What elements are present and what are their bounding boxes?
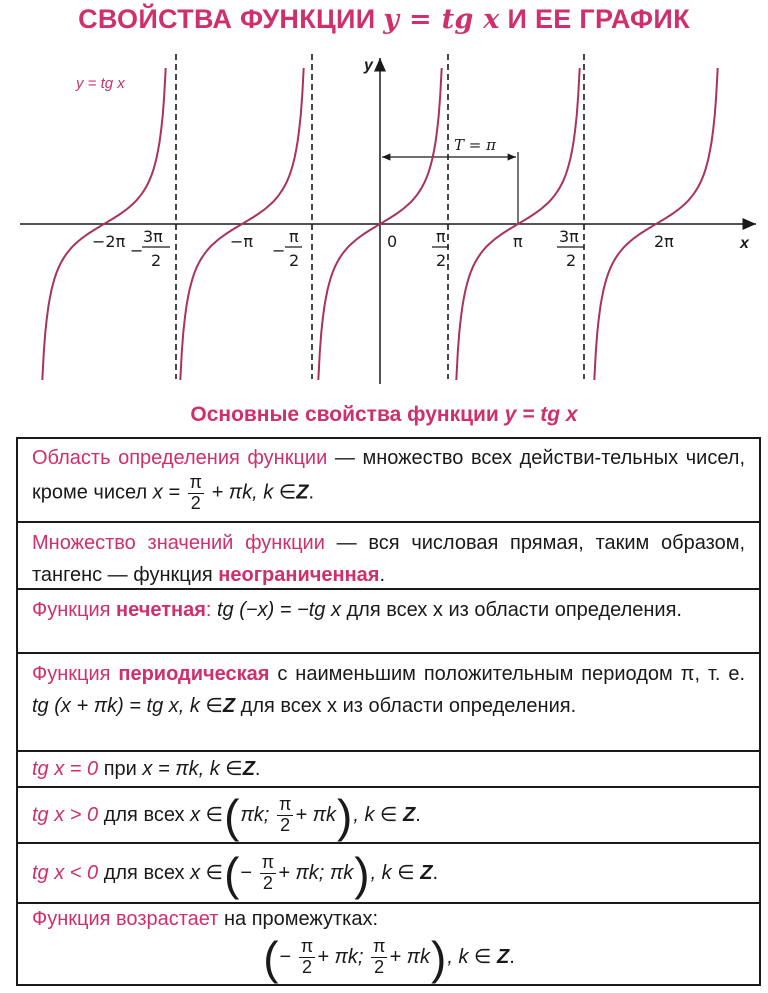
increasing-dot: . [509,946,515,968]
property-odd [18,590,759,654]
positive-formula: tg x > 0 [32,804,99,826]
increasing-plus2: + πk [389,946,431,968]
tick-2pi: 2π [654,232,674,251]
range-highlight: неограниченная [218,564,380,586]
tick-neg-pi: −π [230,232,254,251]
tangent-graph [0,44,768,394]
tick-pi: π [513,232,523,251]
positive-fraction-num: π [278,794,292,815]
negative-kz: , k ∈ [370,862,415,884]
increasing-text: на промежутках: [223,908,379,930]
negative-lparen: ( [224,847,240,900]
zero-Z: Z [242,758,255,780]
odd-formula: tg (−x) = −tg x [217,599,341,621]
property-domain [18,439,759,523]
domain-text: — множество всех действи-тельных чисел, кроме чисел [32,447,745,504]
property-increasing [18,904,759,986]
zero-kz: k ∈ [209,758,243,780]
periodic-Z: Z [222,695,236,717]
increasing-fraction2 [371,937,387,978]
positive-plus: + πk [295,804,336,826]
odd-term-b: нечетная [116,599,206,621]
increasing-line1 [32,906,745,932]
negative-rparen: ) [354,847,370,900]
title-prefix: СВОЙСТВА ФУНКЦИИ [78,4,376,34]
positive-kz: , k ∈ [353,804,398,826]
domain-plus: + πk, [211,481,258,504]
negative-text: для всех [103,862,185,884]
negative-fraction [260,853,276,894]
domain-Z: Z [296,481,309,504]
property-periodic [18,654,759,752]
range-term: Множество значений функции [32,532,325,554]
tick-neg-pi2-den: 2 [289,251,300,270]
title-formula: y = tg x [383,4,500,35]
legend-label: y = tg x [76,75,125,92]
tick-3pi2-den: 2 [566,251,577,270]
increasing-minus: − [279,946,292,968]
negative-dot: . [432,862,438,884]
tick-neg-3pi2-den: 2 [151,251,162,270]
range-dot: . [379,564,386,586]
periodic-text2: для всех x из области определения. [240,695,577,717]
negative-plus: + πk; πk [278,862,354,884]
positive-xin: x ∈ [190,804,224,826]
subtitle-formula: y = tg x [504,403,578,426]
tick-neg-3pi2-num: 3π [143,227,163,246]
periodic-term-b: периодическая [118,663,270,685]
tick-labels [92,227,674,270]
x-axis-label: x [740,235,749,252]
domain-fraction [188,473,204,514]
periodic-kz: k ∈ [189,695,223,717]
domain-fraction-num: π [189,472,202,492]
tick-neg-pi2-minus: − [272,241,286,260]
positive-Z: Z [402,804,416,826]
increasing-fraction2-num: π [372,936,386,957]
negative-Z: Z [420,862,433,884]
tick-zero: 0 [387,232,398,251]
increasing-fraction1-num: π [300,936,314,957]
property-zero [18,752,759,788]
positive-fraction-den: 2 [280,815,291,836]
increasing-fraction2-den: 2 [374,957,385,978]
positive-dot: . [415,804,421,826]
periodic-formula: tg (x + πk) = tg x, [32,695,185,717]
properties-table [16,437,761,986]
periodic-text1: с наименьшим положительным периодом π, т. е. [277,663,746,685]
tick-neg-2pi: −2π [92,232,126,251]
tick-pi2-den: 2 [436,251,447,270]
domain-dot: . [308,481,315,504]
domain-formula-x: x = [152,481,180,504]
negative-formula: tg x < 0 [32,862,99,884]
domain-term: Область определения функции [32,447,328,469]
positive-rparen: ) [337,789,353,842]
tick-pi2-num: π [436,227,446,246]
zero-dot: . [254,758,261,780]
property-range [18,523,759,590]
increasing-lparen: ( [263,931,279,984]
domain-fraction-den: 2 [190,492,201,513]
increasing-Z: Z [497,946,510,968]
negative-xin: x ∈ [190,862,224,884]
zero-text: при [103,758,137,780]
subtitle-text: Основные свойства функции [190,403,499,426]
increasing-fraction1 [299,937,315,978]
negative-fraction-den: 2 [262,873,273,894]
y-axis-label: y [364,57,373,74]
property-negative [18,844,759,904]
tick-3pi2-num: 3π [559,227,579,246]
increasing-rparen: ) [431,931,447,984]
zero-formula: tg x = 0 [32,758,99,780]
zero-cond: x = πk, [142,758,205,780]
properties-title [0,403,768,427]
negative-minus: − [240,862,253,884]
domain-kz: k ∈ [263,481,297,504]
periodic-term-a: Функция [32,663,111,685]
range-text: — вся числовая прямая, таким образом, тангенс — функция [32,532,745,586]
increasing-plus1: + πk; [317,946,364,968]
property-positive [18,788,759,844]
title-suffix: И ЕЕ ГРАФИК [507,4,690,34]
odd-colon: : [205,599,212,621]
increasing-fraction1-den: 2 [301,957,312,978]
tick-neg-pi2-num: π [289,227,299,246]
increasing-term: Функция возрастает [32,908,219,930]
increasing-kz: , k ∈ [447,946,492,968]
tick-neg-3pi2-minus: − [130,241,144,260]
odd-term-a: Функция [32,599,111,621]
period-label: T = π [454,136,496,154]
positive-pk: πk; [240,804,270,826]
negative-fraction-num: π [261,852,275,873]
odd-text: для всех x из области определения. [346,599,682,621]
positive-fraction [277,795,293,836]
positive-lparen: ( [224,789,240,842]
positive-text: для всех [103,804,185,826]
page-title [0,4,768,35]
increasing-interval [32,932,745,982]
